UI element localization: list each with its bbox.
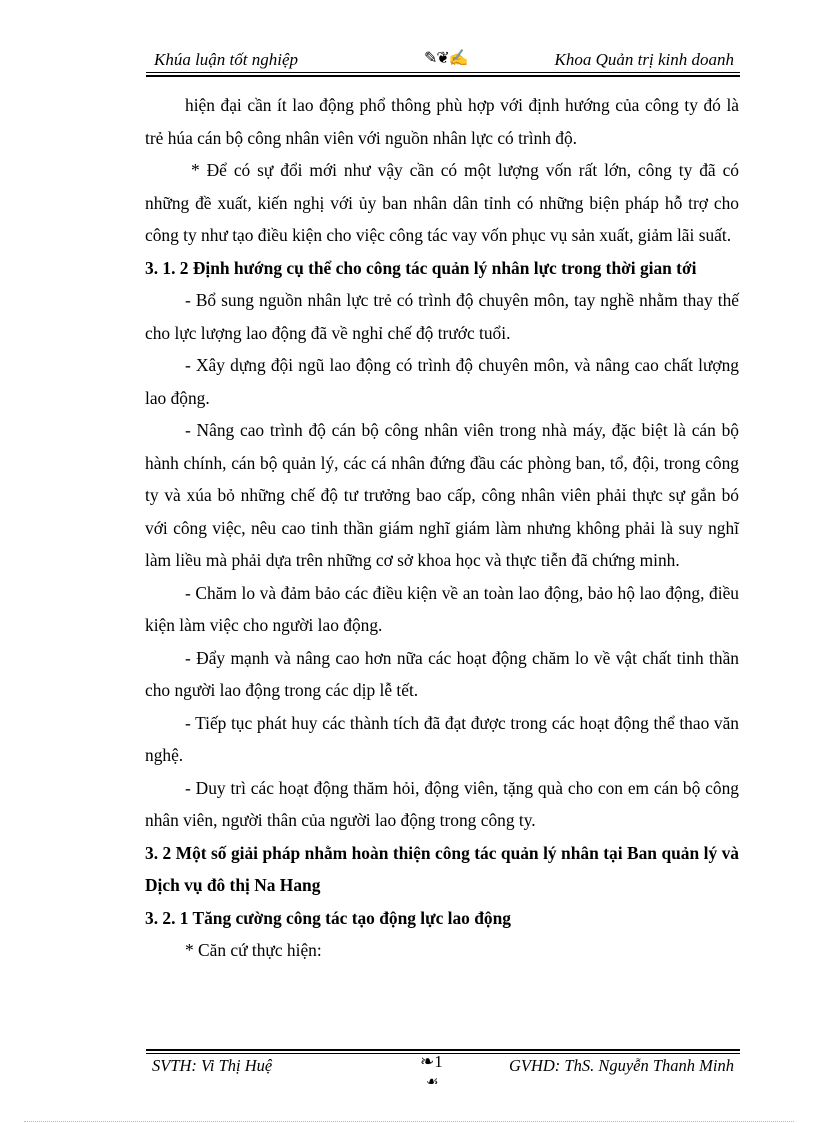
list-item: - Duy trì các hoạt động thăm hỏi, động viên, tặng quà cho con em cán bộ công nhân viên, người thân của người lao động trong công ty. bbox=[145, 777, 739, 830]
list-item: - Đẩy mạnh và nâng cao hơn nữa các hoạt động chăm lo về vật chất tinh thần cho người lao động trong các dịp lễ tết. bbox=[145, 647, 739, 700]
header-divider-thin bbox=[146, 72, 740, 73]
footer-divider-thin bbox=[146, 1053, 740, 1054]
paragraph: * Căn cứ thực hiện: bbox=[185, 940, 322, 960]
section-heading-3-2: 3. 2 Một số giải pháp nhằm hoàn thiện công tác quản lý nhân tại Ban quản lý và Dịch vụ đô thị Na Hang bbox=[145, 842, 739, 895]
page-ornament-icon: ❧ bbox=[420, 1052, 435, 1071]
list-item: - Nâng cao trình độ cán bộ công nhân viên trong nhà máy, đặc biệt là cán bộ hành chính, cán bộ quản lý, các cá nhân đứng đầu các phòng ban, tổ, đội, trong công ty và xúa bỏ những chế độ tư trưởng bao cấp, công nhân viên phải thực sự gắn bó với công việc, nêu cao tinh thần giám nghĩ giám làm nhưng không phải là suy nghĩ làm liều mà phải dựa trên những cơ sở khoa học và thực tiễn đã chứng minh. bbox=[145, 420, 739, 570]
document-body bbox=[145, 89, 739, 967]
header-ornament-icon: ✎❦✍ bbox=[424, 50, 468, 67]
section-heading-3-2-1: 3. 2. 1 Tăng cường công tác tạo động lực lao động bbox=[145, 907, 511, 928]
footer-advisor-label: GVHD: ThS. Nguyễn Thanh Minh bbox=[508, 1056, 734, 1075]
footer-divider-thick bbox=[146, 1049, 740, 1051]
paragraph: hiện đại cần ít lao động phổ thông phù hợp với định hướng của công ty đó là trẻ húa cán bộ công nhân viên với nguồn nhân lực có trình độ. bbox=[145, 95, 739, 148]
header-thesis-label: Khúa luận tốt nghiệp bbox=[154, 50, 299, 69]
page-footer bbox=[146, 1052, 740, 1096]
footer-student-label: SVTH: Vi Thị Huệ bbox=[152, 1056, 273, 1075]
page-header bbox=[146, 48, 740, 70]
header-divider-thick bbox=[146, 75, 740, 77]
header-faculty-label: Khoa Quản trị kinh doanh bbox=[554, 50, 734, 69]
paragraph: * Để có sự đổi mới như vậy cần có một lượng vốn rất lớn, công ty đã có những đề xuất, kiến nghị với ủy ban nhân dân tỉnh có những biện pháp hỗ trợ cho công ty như tạo điều kiện cho việc công tác vay vốn phục vụ sản xuất, giảm lãi suất. bbox=[145, 160, 739, 245]
page-number bbox=[420, 1052, 443, 1072]
list-item: - Bổ sung nguồn nhân lực trẻ có trình độ chuyên môn, tay nghề nhằm thay thế cho lực lượng lao động đã về nghỉ chế độ trước tuổi. bbox=[145, 290, 739, 343]
list-item: - Chăm lo và đảm bảo các điều kiện về an toàn lao động, bảo hộ lao động, điều kiện làm việc cho người lao động. bbox=[145, 582, 739, 635]
section-heading-3-1-2: 3. 1. 2 Định hướng cụ thể cho công tác quản lý nhân lực trong thời gian tới bbox=[145, 257, 697, 278]
list-item: - Tiếp tục phát huy các thành tích đã đạt được trong các hoạt động thể thao văn nghệ. bbox=[145, 712, 739, 765]
page-bottom-dotted-line bbox=[24, 1121, 794, 1122]
page-number-value: 1 bbox=[434, 1052, 443, 1071]
list-item: - Xây dựng đội ngũ lao động có trình độ chuyên môn, và nâng cao chất lượng lao động. bbox=[145, 355, 739, 408]
footer-ornament-icon: ☙ bbox=[426, 1075, 439, 1090]
